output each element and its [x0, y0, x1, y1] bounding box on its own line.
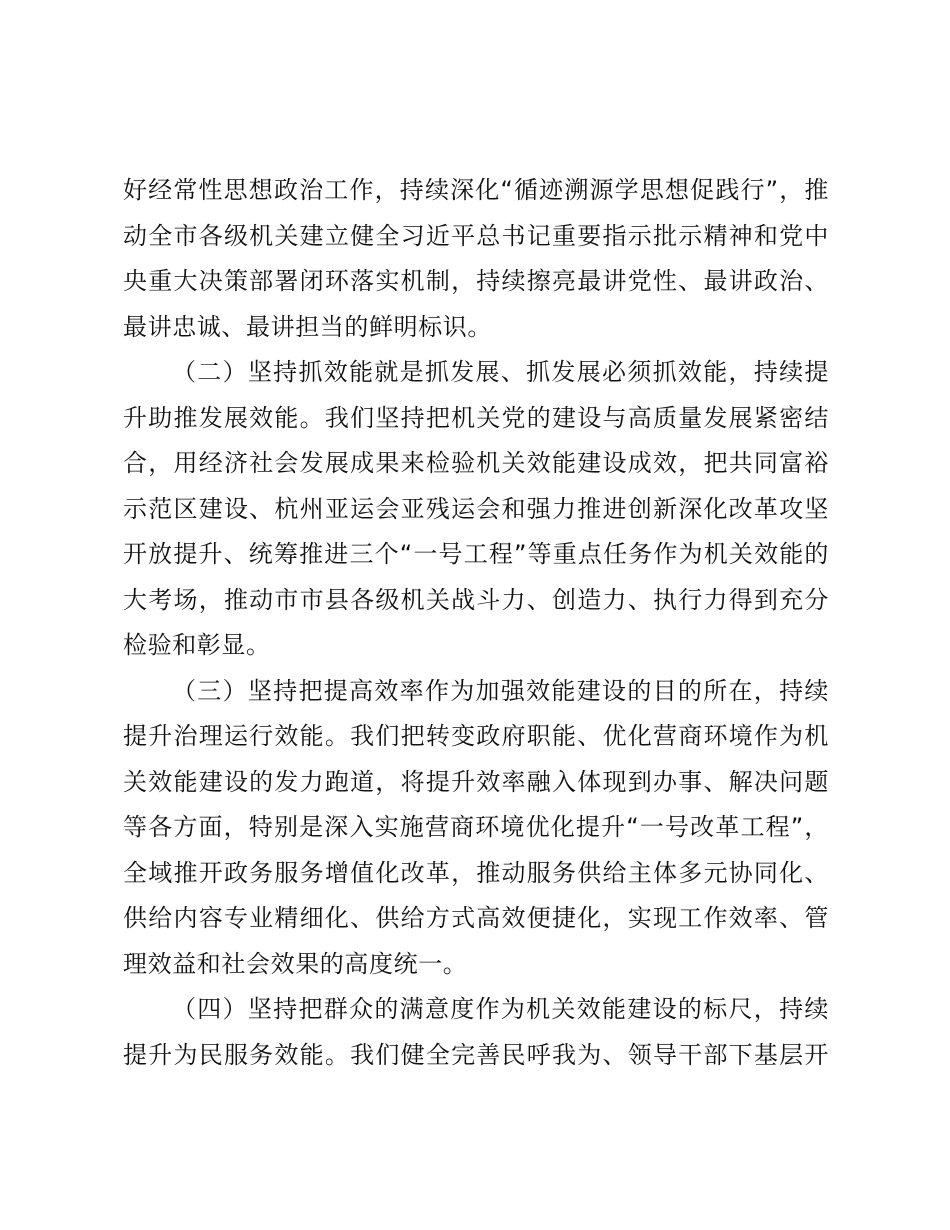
- paragraph-2: [123, 350, 829, 669]
- document-body: [123, 168, 829, 1078]
- text-line: 开放提升、统筹推进三个“一号工程”等重点任务作为机关效能的: [123, 540, 829, 568]
- text-line: 等各方面，特别是深入实施营商环境优化提升“一号改革工程”，: [123, 813, 829, 841]
- text-line: 全域推开政务服务增值化改革，推动服务供给主体多元协同化、: [123, 858, 829, 887]
- text-line: 提升为民服务效能。我们健全完善民呼我为、领导干部下基层开: [123, 1040, 829, 1069]
- text-line: 升助推发展效能。我们坚持把机关党的建设与高质量发展紧密结: [123, 403, 829, 432]
- text-line: 检验和彰显。: [123, 631, 271, 659]
- text-line: （三）坚持把提高效率作为加强效能建设的目的所在，持续: [172, 676, 829, 705]
- text-line: 合，用经济社会发展成果来检验机关效能建设成效，把共同富裕: [123, 449, 829, 477]
- text-line: 提升治理运行效能。我们把转变政府职能、优化营商环境作为机: [123, 722, 829, 750]
- paragraph-1: [123, 168, 829, 350]
- text-line: （二）坚持抓效能就是抓发展、抓发展必须抓效能，持续提: [172, 358, 829, 386]
- paragraph-3: [123, 669, 829, 988]
- text-line: 大考场，推动市市县各级机关战斗力、创造力、执行力得到充分: [123, 585, 829, 614]
- text-line: 最讲忠诚、最讲担当的鲜明标识。: [123, 312, 492, 341]
- text-line: 供给内容专业精细化、供给方式高效便捷化，实现工作效率、管: [123, 904, 829, 932]
- text-line: 央重大决策部署闭环落实机制，持续擦亮最讲党性、最讲政治、: [123, 267, 829, 295]
- text-line: 理效益和社会效果的高度统一。: [123, 949, 468, 978]
- text-line: 动全市各级机关建立健全习近平总书记重要指示批示精神和党中: [123, 221, 829, 250]
- text-line: 好经常性思想政治工作，持续深化“循迹溯源学思想促践行”，推: [123, 176, 829, 204]
- text-line: 关效能建设的发力跑道，将提升效率融入体现到办事、解决问题: [123, 767, 829, 796]
- text-line: 示范区建设、杭州亚运会亚残运会和强力推进创新深化改革攻坚: [123, 494, 829, 523]
- paragraph-4: [123, 987, 829, 1078]
- text-line: （四）坚持把群众的满意度作为机关效能建设的标尺，持续: [172, 995, 829, 1023]
